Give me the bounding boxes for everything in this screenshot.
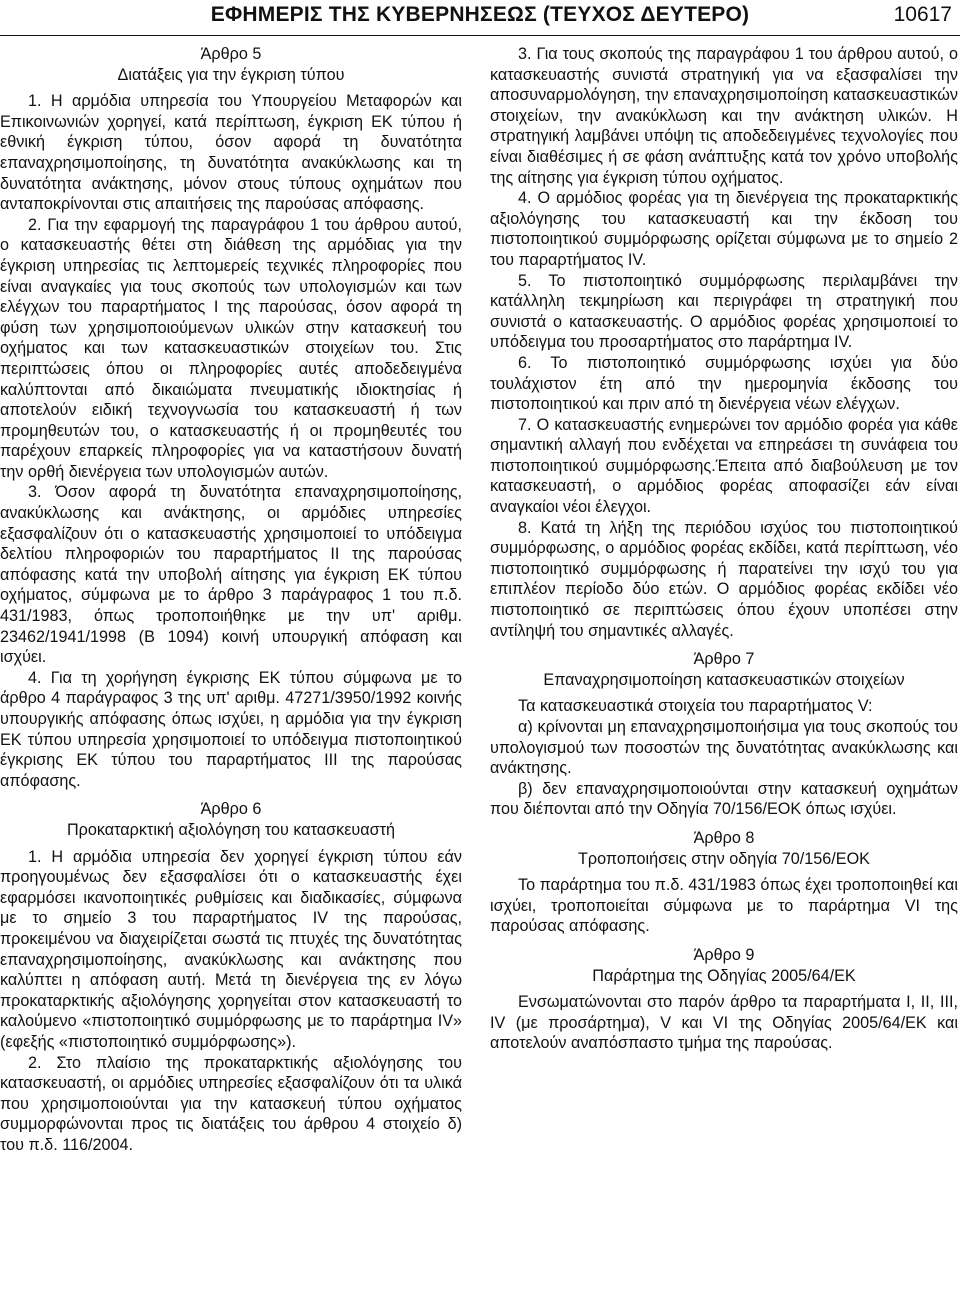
- article-9-heading: Άρθρο 9: [693, 945, 755, 964]
- article-5-paragraph-2: 2. Για την εφαρμογή της παραγράφου 1 του άρθρου αυτού, ο κατασκευαστής θέτει στη διάθεση της αρμόδιας για την έγκριση υπηρεσίας τις λεπτομερείς τεχνικές πληροφορίες που είναι αναγκαίες για τους σκοπούς των υπολογισμών και των ελέγχων του παραρτήματος I της παρούσας, όσον αφορά τη φύση των χρησιμοποιούμενων υλικών στην κατασκευή του οχήματος και των κατασκευαστικών στοιχείων του. Στις περιπτώσεις όπου οι πληροφορίες αυτές αποδεδειγμένα καλύπτονται από δικαιώματα πνευματικής ιδιοκτησίας ή αποτελούν ειδική τεχνογνωσία του κατασκευαστή ή των προμηθευτών του, ο κατασκευαστής ή οι προμηθευτές του παρέχουν επαρκείς πληροφορίες για να καταστήσουν δυνατή την ορθή διενέργεια των υπολογισμών αυτών.: [0, 215, 462, 481]
- article-5-title: Διατάξεις για την έγκριση τύπου: [117, 65, 345, 84]
- article-9-title: Παράρτημα της Οδηγίας 2005/64/ΕΚ: [592, 966, 856, 985]
- article-8-heading: Άρθρο 8: [693, 828, 755, 847]
- article-7-paragraph-1: Τα κατασκευαστικά στοιχεία του παραρτήματος V:: [518, 697, 873, 716]
- article-6-paragraph-7: 7. Ο κατασκευαστής ενημερώνει τον αρμόδιο φορέα για κάθε σημαντική αλλαγή που ενδέχεται να επηρεάσει τη συνάφεια του πιστοποιητικού συμμόρφωσης.Έπειτα από διαβούλευση με τον κατασκευαστή, ο αρμόδιος φορέας αποφασίζει εάν είναι αναγκαίοι νέοι έλεγχοι.: [490, 415, 958, 517]
- article-5-heading: Άρθρο 5: [200, 45, 262, 63]
- article-6-paragraph-6: 6. Το πιστοποιητικό συμμόρφωσης ισχύει για δύο τουλάχιστον έτη από την ημερομηνία έκδοσης του πιστοποιητικού και πριν από τη διενέργεια νέων ελέγχων.: [490, 353, 958, 414]
- article-8-title: Τροποποιήσεις στην οδηγία 70/156/ΕΟΚ: [578, 849, 870, 868]
- article-5-paragraph-1: 1. Η αρμόδια υπηρεσία του Υπουργείου Μεταφορών και Επικοινωνιών χορηγεί, κατά περίπτωση, έγκριση ΕΚ τύπου ή εθνική έγκριση τύπου, όσον αφορά τη δυνατότητα επαναχρησιμοποίησης, τη δυνατότητα ανακύκλωσης και τη δυνατότητα ανάκτησης, μόνον στους τύπους οχημάτων που ανταποκρίνονται στις απαιτήσεις της παρούσας απόφασης.: [0, 92, 462, 214]
- article-7-paragraph-2: α) κρίνονται μη επαναχρησιμοποιήσιμα για τους σκοπούς του υπολογισμού των ποσοστών της δυνατότητας ανακύκλωσης και ανάκτησης.: [490, 718, 958, 778]
- article-6-title: Προκαταρκτική αξιολόγηση του κατασκευαστή: [66, 820, 396, 839]
- page-header: [0, 0, 960, 40]
- article-7-title: Επαναχρησιμοποίηση κατασκευαστικών στοιχείων: [543, 670, 905, 689]
- article-6-paragraph-5: 5. Το πιστοποιητικό συμμόρφωσης περιλαμβάνει την κατάλληλη τεκμηρίωση και περιγράφει τη στρατηγική που συνιστά ο κατασκευαστής. Ο αρμόδιος φορέας χρησιμοποιεί το υπόδειγμα του προσαρτήματος στο παράρτημα IV.: [490, 271, 958, 352]
- article-7-paragraph-3: β) δεν επαναχρησιμοποιούνται στην κατασκευή οχημάτων που διέπονται από την Οδηγία 70/156/ΕΟΚ όπως ισχύει.: [490, 779, 958, 819]
- article-5-paragraph-4: 4. Για τη χορήγηση έγκρισης ΕΚ τύπου σύμφωνα με το άρθρο 4 παράγραφος 3 της υπ' αριθμ. 47271/3950/1992 κοινής υπουργικής απόφασης όπως ισχύει, η αρμόδια για την έγκριση ΕΚ τύπου υπηρεσία χρησιμοποιεί το υπόδειγμα πιστοποιητικού έγκρισης ΕΚ τύπου του παραρτήματος III της παρούσας απόφασης.: [0, 668, 462, 790]
- article-6-heading: Άρθρο 6: [200, 800, 262, 819]
- article-6-paragraph-8: 8. Κατά τη λήξη της περιόδου ισχύος του πιστοποιητικού συμμόρφωσης, ο αρμόδιος φορέας εκδίδει, κατά περίπτωση, νέο πιστοποιητικό συμμόρφωσης ή παρατείνει την ισχύ του για επιπλέον περίοδο δύο ετών. Ο αρμόδιος φορέας εκδίδει νέο πιστοποιητικό σε περιπτώσεις όπου έχουν υποπέσει στην αντίληψή του σημαντικές αλλαγές.: [490, 518, 958, 640]
- gazette-title: ΕΦΗΜΕΡΙΣ ΤΗΣ ΚΥΒΕΡΝΗΣΕΩΣ (ΤΕΥΧΟΣ ΔΕΥΤΕΡΟ): [210, 3, 750, 26]
- article-9-paragraph-1: Ενσωματώνονται στο παρόν άρθρο τα παραρτήματα I, II, III, IV (με προσάρτημα), V και VI της Οδηγίας 2005/64/ΕΚ και αποτελούν αναπόσπαστο τμήμα της παρούσας.: [490, 993, 958, 1053]
- article-6-paragraph-1: 1. Η αρμόδια υπηρεσία δεν χορηγεί έγκριση τύπου εάν προηγουμένως δεν εξασφαλίσει ότι ο κατασκευαστής έχει εφαρμόσει ικανοποιητικές ρυθμίσεις και διαδικασίες, σύμφωνα με το σημείο 3 του παραρτήματος IV της παρούσας, προκειμένου να διαχειρίζεται σωστά τις πτυχές της δυνατότητας επαναχρησιμοποίησης, ανακύκλωσης και ανάκτησης που καλύπτει η απόφαση αυτή. Μετά τη διενέργεια της εν λόγω προκαταρκτικής αξιολόγησης χορηγείται στον κατασκευαστή το καλούμενο «πιστοποιητικό συμμόρφωσης με το παράρτημα IV» (εφεξής «πιστοποιητικό συμμόρφωσης»).: [0, 847, 462, 1051]
- page-number: 10617: [893, 3, 952, 26]
- article-8-paragraph-1: Το παράρτημα του π.δ. 431/1983 όπως έχει τροποποιηθεί και ισχύει, τροποποιείται σύμφωνα με το παράρτημα VI της παρούσας απόφασης.: [490, 876, 958, 936]
- article-7-heading: Άρθρο 7: [693, 650, 755, 669]
- article-6-paragraph-4: 4. Ο αρμόδιος φορέας για τη διενέργεια της προκαταρκτικής αξιολόγησης του κατασκευαστή και την έκδοση του πιστοποιητικού συμμόρφωσης ορίζεται σύμφωνα με το σημείο 2 του παραρτήματος IV.: [490, 189, 958, 269]
- article-5-paragraph-3: 3. Όσον αφορά τη δυνατότητα επαναχρησιμοποίησης, ανακύκλωσης και ανάκτησης, οι αρμόδιες υπηρεσίες εξασφαλίζουν ότι ο κατασκευαστής χρησιμοποιεί το υπόδειγμα δελτίου πληροφοριών του παραρτήματος II της παρούσας απόφασης κατά την υποβολή αίτησης για έγκριση ΕΚ τύπου οχήματος, σύμφωνα με το άρθρο 3 παράγραφος 1 του π.δ. 431/1983, όπως τροποποιήθηκε με την υπ' αριθμ. 23462/1941/1998 (Β 1094) κοινή υπουργική απόφαση και ισχύει.: [0, 483, 462, 667]
- article-6-paragraph-3: 3. Για τους σκοπούς της παραγράφου 1 του άρθρου αυτού, ο κατασκευαστής συνιστά στρατηγική για να εξασφαλίσει την αποσυναρμολόγηση, την επαναχρησιμοποίηση κατασκευαστικών στοιχείων, την ανακύκλωση και την ανάκτηση υλικών. Η στρατηγική λαμβάνει υπόψη τις αποδεδειγμένες τεχνολογίες που είναι διαθέσιμες ή σε φάση ανάπτυξης κατά τον χρόνο υποβολής της αίτησης για έγκριση τύπου οχήματος.: [490, 45, 958, 187]
- header-rule: [0, 35, 960, 36]
- left-column: [0, 44, 462, 1155]
- right-column: [490, 44, 958, 1054]
- article-6-paragraph-2: 2. Στο πλαίσιο της προκαταρκτικής αξιολόγησης του κατασκευαστή, οι αρμόδιες υπηρεσίες εξασφαλίζουν ότι τα υλικά που χρησιμοποιούνται για την κατασκευή τύπου οχήματος συμμορφώνονται προς τις διατάξεις του άρθρου 4 στοιχείο δ) του π.δ. 116/2004.: [0, 1053, 462, 1154]
